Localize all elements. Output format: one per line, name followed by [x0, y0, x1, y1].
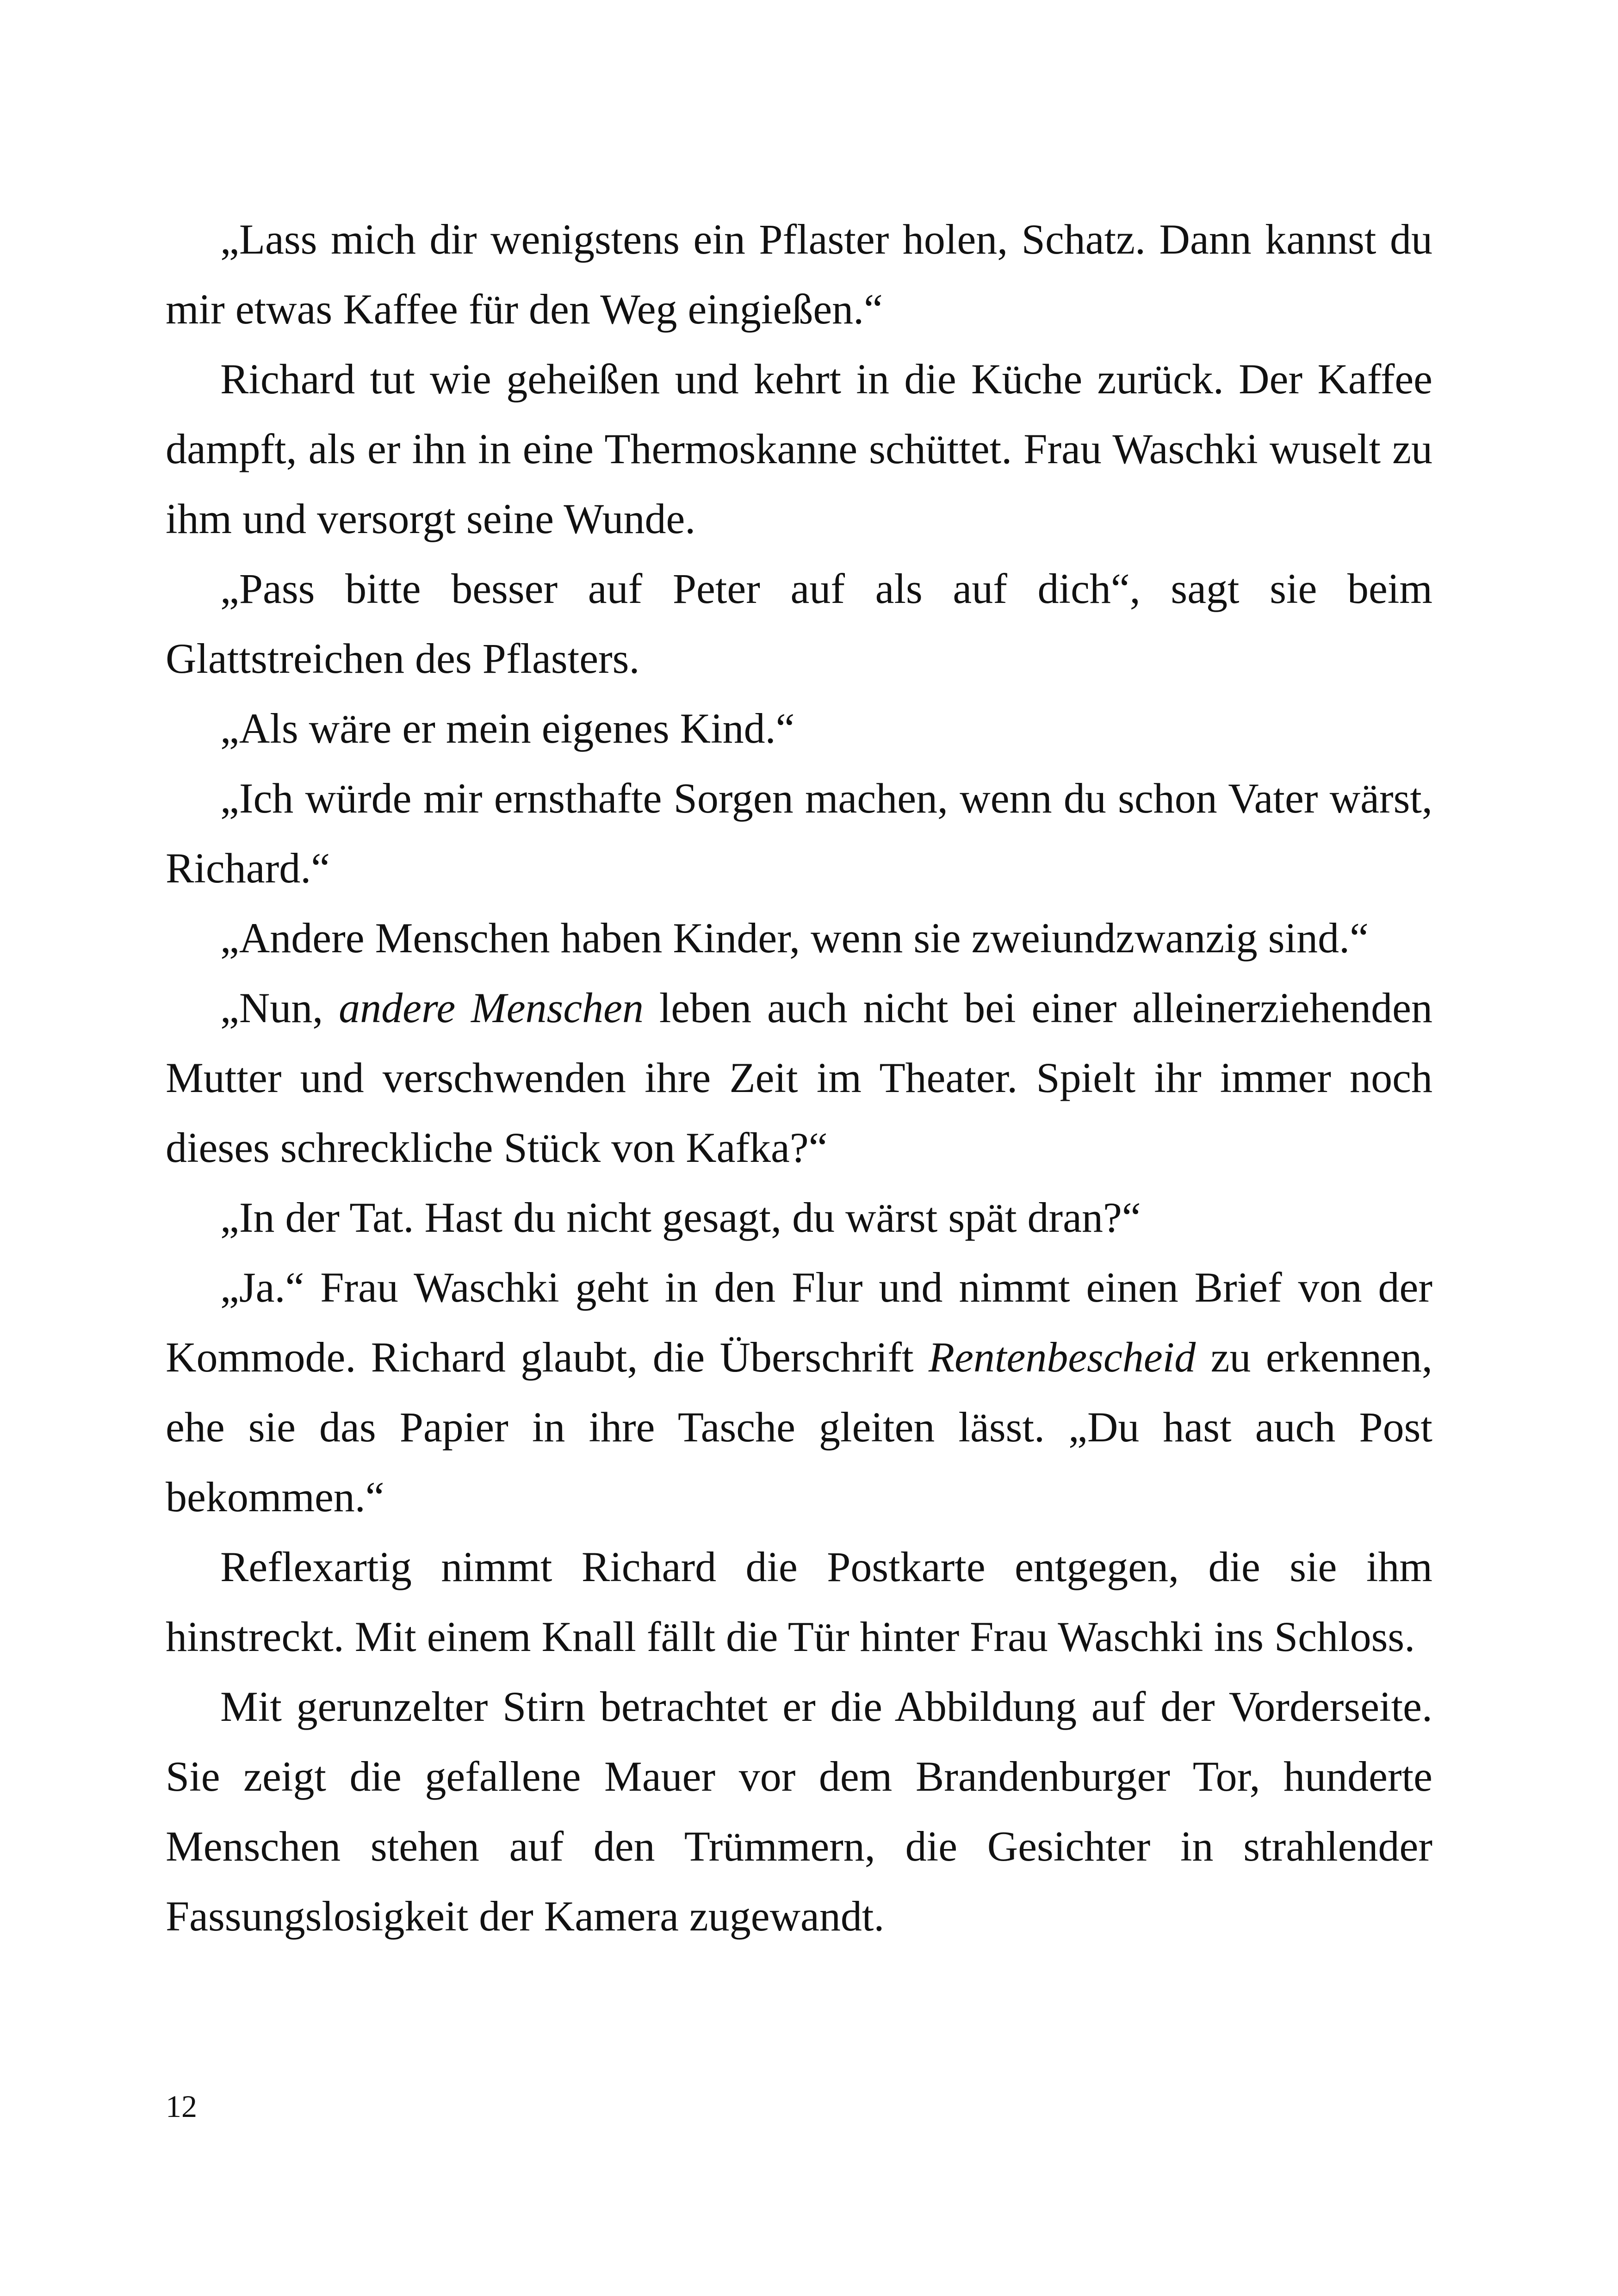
paragraph [166, 973, 1432, 1183]
text-segment: „Lass mich dir wenigstens ein Pflaster holen, Schatz. Dann kannst du mir etwas Kaffee für den Weg eingießen.“ [166, 216, 1432, 333]
paragraph [166, 1253, 1432, 1532]
text-segment: Richard tut wie geheißen und kehrt in die Küche zurück. Der Kaffee dampft, als er ihn in eine Thermoskanne schüttet. Frau Waschki wuselt zu ihm und versorgt seine Wunde. [166, 355, 1432, 542]
italic-text: andere Menschen [339, 984, 644, 1031]
paragraph [166, 554, 1432, 694]
paragraph [166, 344, 1432, 554]
paragraph [166, 763, 1432, 903]
page-number: 12 [166, 2089, 197, 2124]
paragraph [166, 903, 1432, 973]
text-segment: „In der Tat. Hast du nicht gesagt, du wärst spät dran?“ [220, 1194, 1141, 1241]
text-segment: zu erkennen, ehe sie das Papier in ihre Tasche gleiten lässt. „Du hast auch Post bekommen.“ [166, 1334, 1432, 1520]
text-segment: Reflexartig nimmt Richard die Postkarte entgegen, die sie ihm hinstreckt. Mit einem Knall fällt die Tür hinter Frau Waschki ins Schloss. [166, 1543, 1432, 1660]
paragraph [166, 694, 1432, 763]
text-segment: leben auch nicht bei einer alleinerziehenden Mutter und verschwenden ihre Zeit im Theater. Spielt ihr immer noch dieses schreckliche Stück von Kafka?“ [166, 984, 1432, 1171]
italic-text: Rentenbescheid [928, 1334, 1196, 1381]
text-segment: „Ich würde mir ernsthafte Sorgen machen, wenn du schon Vater wärst, Richard.“ [166, 775, 1432, 892]
text-segment: „Pass bitte besser auf Peter auf als auf dich“, sagt sie beim Glattstreichen des Pflasters. [166, 565, 1432, 682]
paragraph [166, 205, 1432, 344]
paragraph [166, 1532, 1432, 1672]
paragraph [166, 1183, 1432, 1253]
text-segment: „Andere Menschen haben Kinder, wenn sie zweiundzwanzig sind.“ [220, 914, 1369, 962]
text-segment: Mit gerunzelter Stirn betrachtet er die Abbildung auf der Vorderseite. Sie zeigt die gefallene Mauer vor dem Brandenburger Tor, hunderte Menschen stehen auf den Trümmern, die Gesichter in strahlender Fassungslosigkeit der Kamera zugewandt. [166, 1683, 1432, 1940]
text-segment: „Als wäre er mein eigenes Kind.“ [220, 705, 795, 752]
body-text [166, 205, 1432, 1951]
text-segment: „Ja.“ Frau Waschki geht in den Flur und nimmt einen Brief von der Kommode. Richard glaubt, die Überschrift [166, 1264, 1432, 1381]
text-segment: „Nun, [220, 984, 339, 1031]
paragraph [166, 1672, 1432, 1951]
